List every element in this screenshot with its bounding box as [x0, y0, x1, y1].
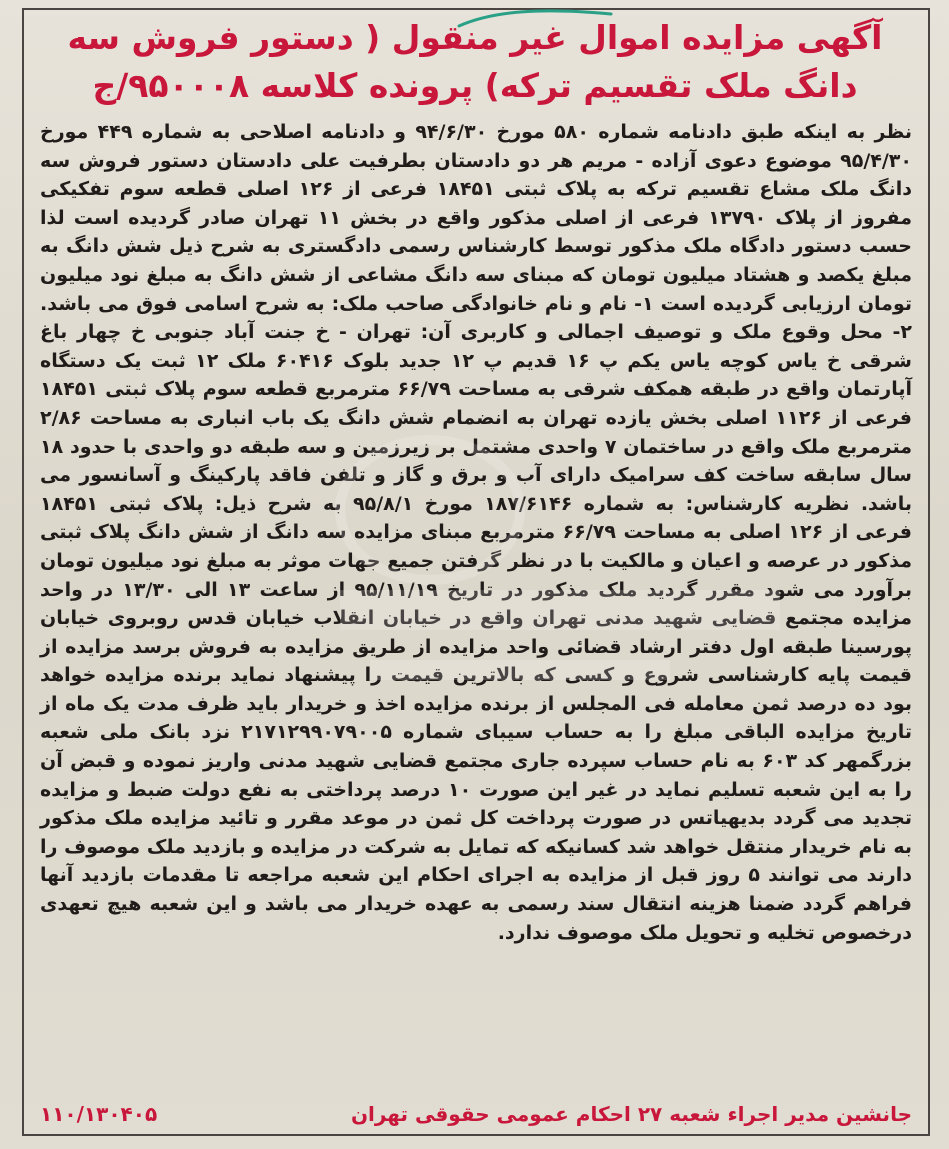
notice-paragraph: نظر به اینکه طبق دادنامه شماره ۵۸۰ مورخ ۹۴/۶/۳۰ و دادنامه اصلاحی به شماره ۴۴۹ مورخ ۹۵/۴/۳۰ موضوع دعوی آزاده - مریم هر دو دادستان بطرفیت علی دادستان دستور فروش سه دانگ ملک مشاع تقسیم ترکه به پلاک ثبتی ۱۸۴۵۱ فرعی از ۱۲۶ اصلی قطعه سوم تفکیکی مفروز از پلاک ۱۳۷۹۰ فرعی از اصلی مذکور واقع در بخش ۱۱ تهران صادر گردیده است لذا حسب دستور دادگاه ملک مذکور توسط کارشناس رسمی دادگستری به شرح ذیل شش دانگ به مبلغ یکصد و هشتاد میلیون تومان که مبنای سه دانگ مشاعی از شش دانگ به مبلغ نود میلیون تومان ارزیابی گردیده است ۱- نام و نام خانوادگی صاحب ملک: به شرح اسامی فوق می باشد. ۲- محل وقوع ملک و توصیف اجمالی و کاربری آن: تهران - خ جنت آباد جنوبی خ چهار باغ شرقی خ یاس کوچه یاس یکم پ ۱۶ قدیم پ ۱۲ جدید بلوک ۶۰۴۱۶ ملک ۱۲ ثبت یک دستگاه آپارتمان واقع در طبقه همکف شرقی به مساحت ۶۶/۷۹ مترمربع قطعه سوم پلاک ثبتی ۱۸۴۵۱ فرعی از ۱۱۲۶ اصلی بخش یازده تهران به انضمام شش دانگ یک باب انباری به مساحت ۲/۸۶ مترمربع ملک واقع در ساختمان ۷ واحدی مشتمل بر زیرزمین و سه طبقه دو واحدی با حدود ۱۸ سال سابقه ساخت کف سرامیک دارای آب و برق و گاز و تلفن فاقد پارکینگ و آسانسور می باشد. نظریه کارشناس: به شماره ۱۸۷/۶۱۴۶ مورخ ۹۵/۸/۱ به شرح ذیل: پلاک ثبتی ۱۸۴۵۱ فرعی از ۱۲۶ اصلی به مساحت ۶۶/۷۹ مترمربع مبنای مزایده سه دانگ از شش دانگ پلاک ثبتی مذکور در عرصه و اعیان و مالکیت با در نظر گرفتن جمیع جهات موثر به مبلغ نود میلیون تومان برآورد می شود مقرر گردید ملک مذکور در تاریخ ۹۵/۱۱/۱۹ از ساعت ۱۳ الی ۱۳/۳۰ در واحد مزایده مجتمع قضایی شهید مدنی تهران واقع در خیابان انقلاب خیابان قدس روبروی خیابان پورسینا طبقه اول دفتر ارشاد قضائی واحد مزایده از طریق مزایده به فروش برسد مزایده از قیمت پایه کارشناسی شروع و کسی که بالاترین قیمت را پیشنهاد نماید برنده مزایده خواهد بود ده درصد ثمن معامله فی المجلس از برنده مزایده اخذ و خریدار باید ظرف مدت یک ماه از تاریخ مزایده الباقی مبلغ را به حساب سیبای شماره ۲۱۷۱۲۹۹۰۷۹۰۰۵ نزد بانک ملی شعبه بزرگمهر کد ۶۰۳ به نام حساب سپرده جاری مجتمع قضایی شهید مدنی واریز نموده و قبض آن را به این شعبه تسلیم نماید در غیر این صورت ۱۰ درصد پرداختی به نفع دولت ضبط و مزایده تجدید می گردد بدیهیاتس در صورت پرداخت کل ثمن در موعد مقرر و تائید مزایده ملک مذکور به نام خریدار منتقل خواهد شد کسانیکه که تمایل به شرکت در مزایده و بازدید ملک موصوف را دارند می توانند ۵ روز قبل از مزایده به اجرای احکام این شعبه مراجعه تا مقدمات بازدید آنها فراهم گردد ضمنا هزینه انتقال سند رسمی به عهده خریدار می باشد و این شعبه هیچ تعهدی درخصوص تخلیه و تحویل ملک موصوف ندارد. — [40, 121, 913, 944]
signatory: جانشین مدیر اجراء شعبه ۲۷ احکام عمومی حقوقی تهران — [350, 1102, 912, 1126]
notice-code: ۱۱۰/۱۳۰۴۰۵ — [40, 1102, 158, 1126]
notice-title: آگهی مزایده اموال غیر منقول ( دستور فروش سه دانگ ملک تقسیم ترکه) پرونده کلاسه ۹۵۰۰۰۸/ج — [67, 18, 883, 105]
notice-body — [40, 118, 912, 947]
signature-line — [40, 1098, 912, 1130]
